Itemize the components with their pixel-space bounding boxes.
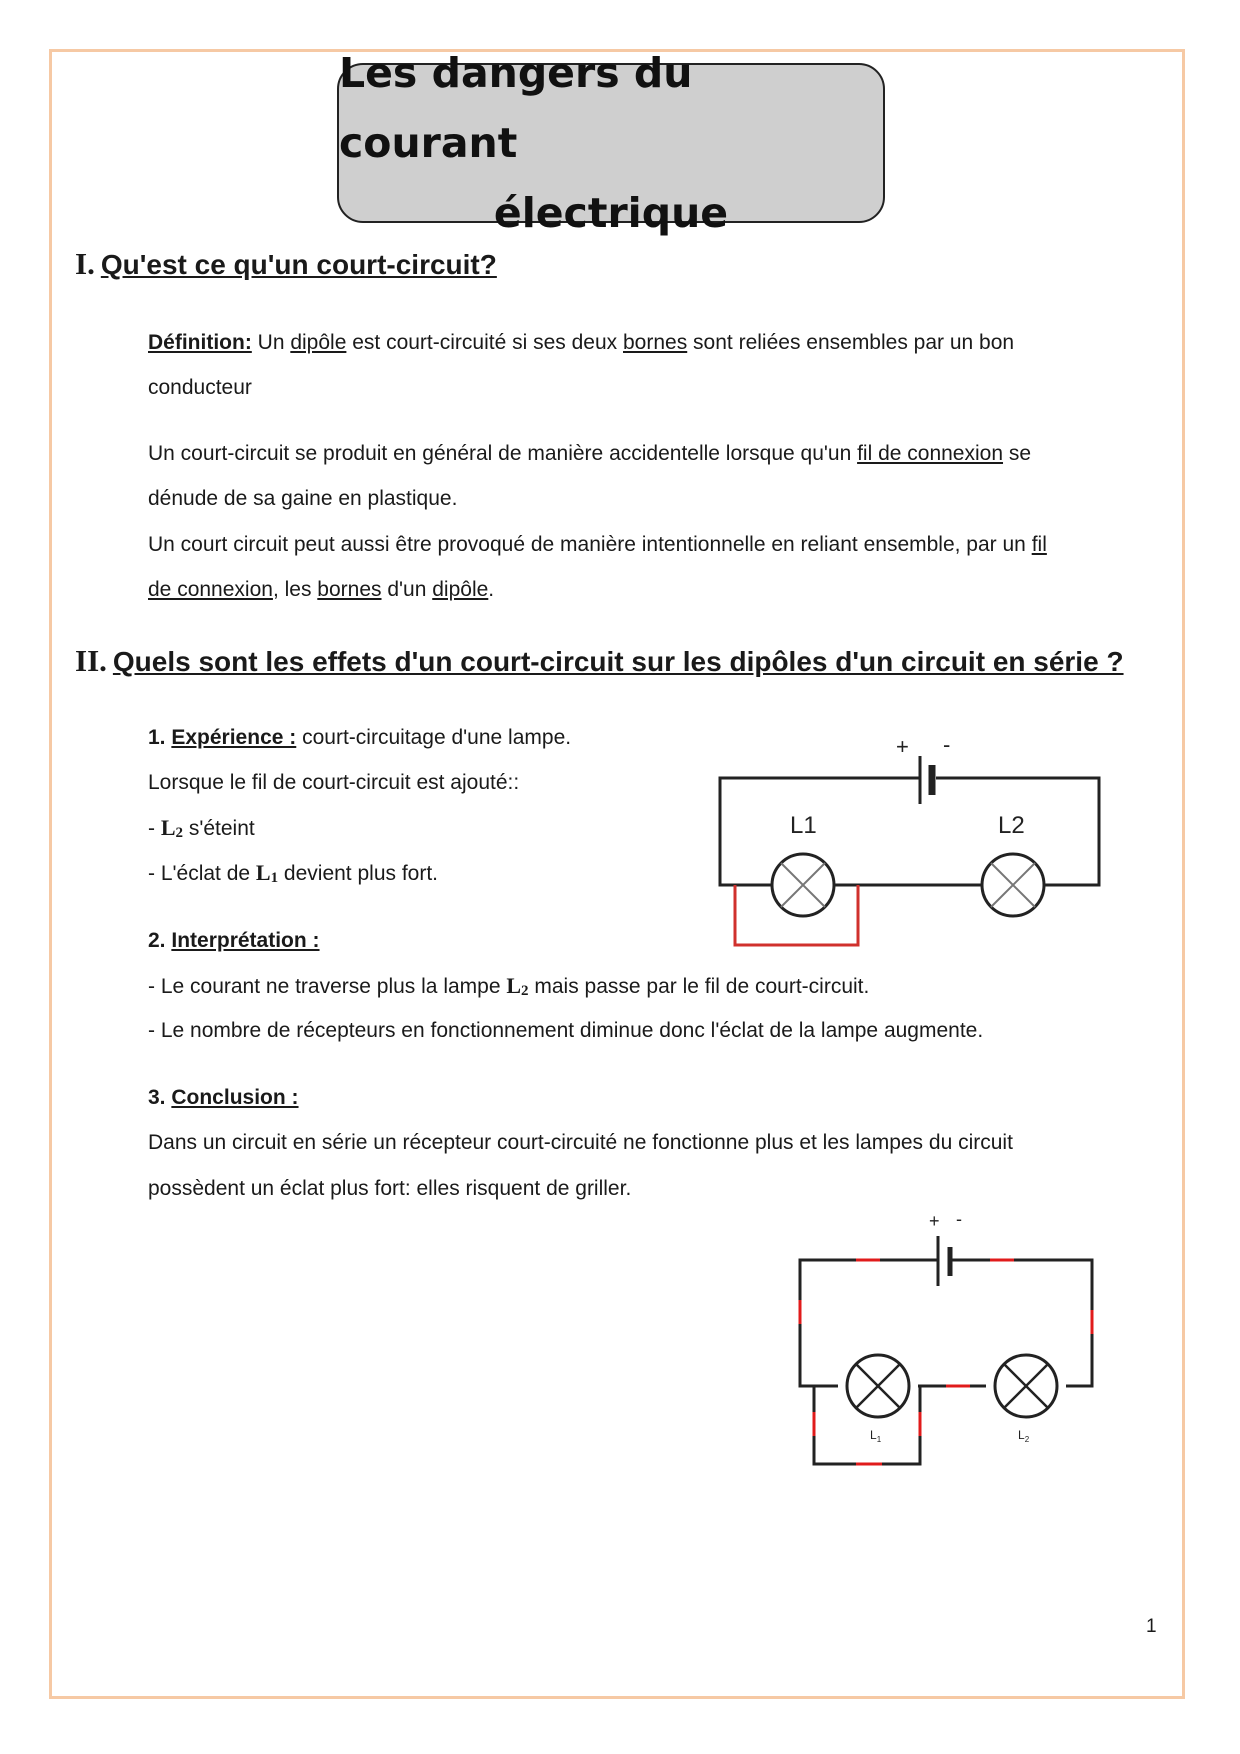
lamp-l2-label (1018, 1428, 1030, 1444)
experience-line-4 (148, 850, 438, 901)
battery-minus-label: - (956, 1209, 962, 1229)
text: devient plus fort. (278, 862, 439, 885)
lamp-l2-subscript: 2 (1024, 1435, 1030, 1444)
term-dipole-2: dipôle (432, 578, 489, 601)
experience-line-1 (148, 715, 571, 760)
lamp-l1-icon (772, 854, 834, 916)
text: - Le courant ne traverse plus la lampe (148, 975, 507, 998)
term-fil-de-connexion: fil de connexion (857, 442, 1004, 465)
term-bornes: bornes (623, 331, 688, 354)
interpretation-number: 2. (148, 929, 172, 952)
lamp-l1-label: L1 (790, 812, 817, 839)
experience-number: 1. (148, 726, 172, 749)
section-2-number: II. (75, 643, 107, 678)
section-2-heading (75, 643, 1124, 679)
lamp-l2-symbol (161, 815, 183, 840)
definition-line-2: conducteur (148, 376, 252, 399)
title-line-2: électrique (493, 189, 729, 237)
circuit-2-wires (800, 1260, 1092, 1464)
text: est court-circuité si ses deux (346, 331, 623, 354)
conclusion-line-2: possèdent un éclat plus fort: elles risquent de griller. (148, 1177, 632, 1200)
subscript: 2 (175, 825, 184, 841)
section-1-heading (75, 246, 497, 282)
text: L (255, 860, 271, 885)
title-box (337, 49, 885, 237)
term-bornes-2: bornes (317, 578, 382, 601)
subscript: 2 (521, 983, 529, 999)
section-1-number: I. (75, 246, 95, 281)
lamp-l2-label: L2 (998, 812, 1025, 839)
paragraph-1-line-1 (148, 431, 1031, 476)
lamp-l2-icon (982, 854, 1044, 916)
title-line-1: Les dangers du courant (339, 49, 693, 167)
conclusion-heading (148, 1075, 299, 1120)
paragraph-2-line-2 (148, 567, 494, 612)
section-2-title: Quels sont les effets d'un court-circuit sur les dipôles d'un circuit en série ? (112, 646, 1124, 677)
section-1-title: Qu'est ce qu'un court-circuit? (100, 249, 497, 280)
definition-line-1 (148, 320, 1014, 365)
lamp-l2-icon (995, 1355, 1057, 1417)
lamp-l1-subscript: 1 (876, 1435, 882, 1444)
interpretation-heading (148, 918, 320, 963)
term-de-connexion: de connexion (148, 578, 273, 601)
conclusion-line-1: Dans un circuit en série un récepteur court-circuité ne fonctionne plus et les lampes du circuit (148, 1131, 1013, 1154)
conclusion-label: Conclusion : (171, 1086, 299, 1109)
page-number: 1 (1146, 1616, 1157, 1637)
text: mais passe par le fil de court-circuit. (528, 975, 870, 998)
interpretation-label: Interprétation : (171, 929, 320, 952)
battery-plus-label: + (896, 734, 909, 759)
text: court-circuitage d'une lampe. (296, 726, 572, 749)
text: - (148, 817, 161, 840)
definition-label: Définition: (148, 331, 252, 354)
lamp-l2-symbol-2 (506, 973, 528, 998)
paragraph-2-line-1 (148, 522, 1047, 567)
text: Un court-circuit se produit en général de manière accidentelle lorsque qu'un (148, 442, 858, 465)
interpretation-line-2: - Le nombre de récepteurs en fonctionnement diminue donc l'éclat de la lampe augmente. (148, 1019, 984, 1042)
text: . (488, 578, 495, 601)
experience-line-3 (148, 805, 255, 856)
text: , les (272, 578, 318, 601)
battery-plus-label: + (929, 1211, 940, 1231)
experience-label: Expérience : (171, 726, 297, 749)
text: Un court circuit peut aussi être provoqué de manière intentionnelle en reliant ensemble, par un (148, 533, 1032, 556)
text: se (1003, 442, 1032, 465)
lamp-l1-label (870, 1428, 882, 1444)
lamp-l2-letter: L (1018, 1428, 1025, 1442)
experience-line-2: Lorsque le fil de court-circuit est ajouté:: (148, 771, 520, 794)
lamp-l1-letter: L (870, 1428, 877, 1442)
term-dipole: dipôle (290, 331, 347, 354)
conclusion-number: 3. (148, 1086, 172, 1109)
text: sont reliées ensembles par un bon (687, 331, 1015, 354)
interpretation-line-1 (148, 963, 869, 1014)
paragraph-1-line-2: dénude de sa gaine en plastique. (148, 487, 458, 510)
circuit-diagram-short-circuit (700, 720, 1120, 960)
text: L (506, 973, 522, 998)
lamp-l1-icon (847, 1355, 909, 1417)
current-arrows (800, 1260, 1092, 1464)
text: Un (251, 331, 291, 354)
battery-minus-label: - (943, 732, 951, 757)
text: d'un (381, 578, 433, 601)
subscript: 1 (270, 870, 279, 886)
circuit-diagram-current-flow (790, 1200, 1110, 1475)
lamp-l1-symbol (256, 860, 278, 885)
text: - L'éclat de (148, 862, 256, 885)
text: s'éteint (183, 817, 255, 840)
term-fil: fil (1031, 533, 1047, 556)
text: L (160, 815, 176, 840)
